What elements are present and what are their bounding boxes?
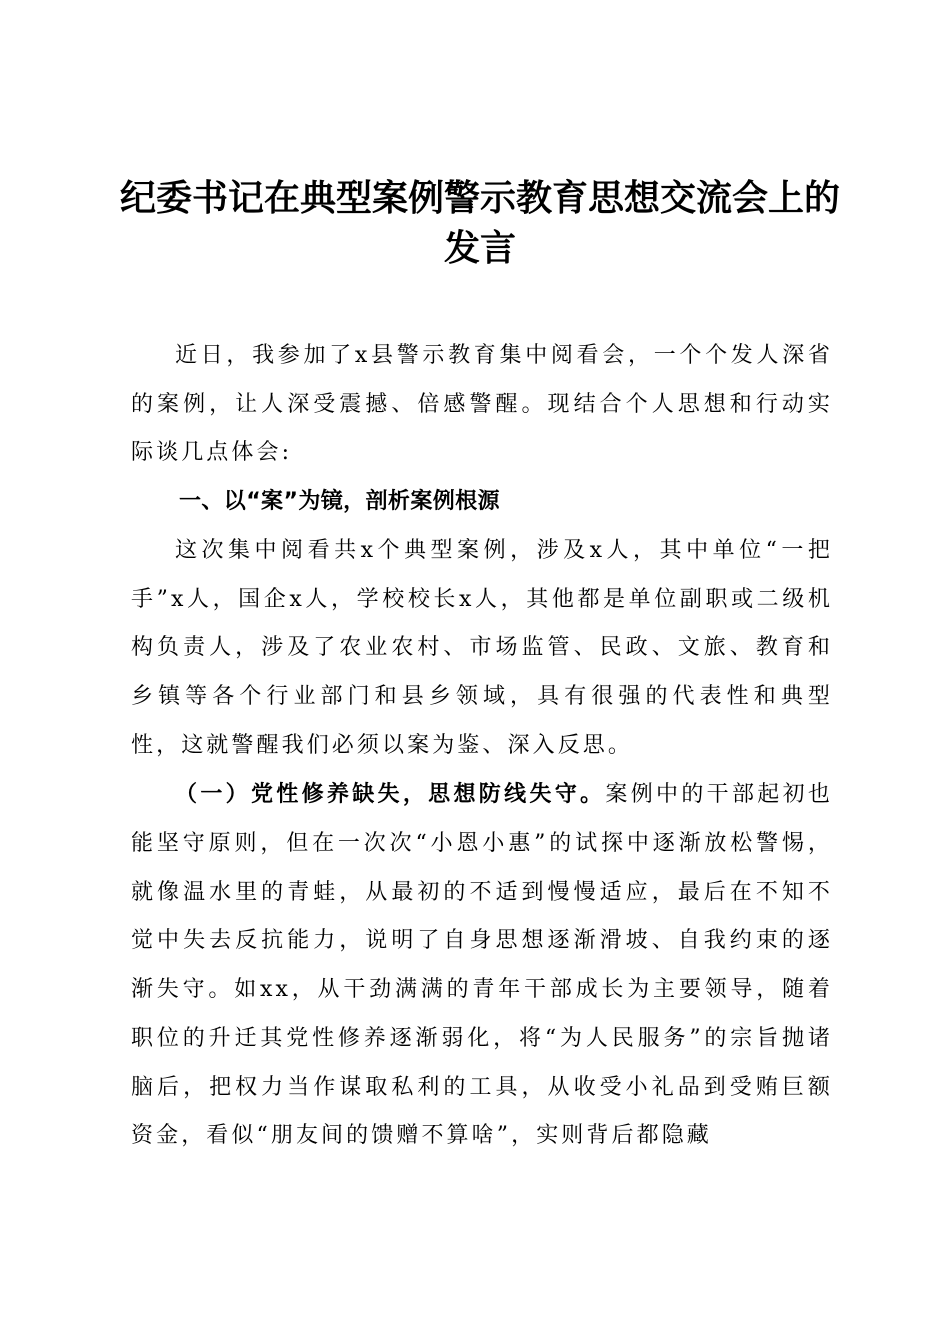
document-body	[129, 332, 833, 1161]
intro-paragraph: 近日，我参加了x县警示教育集中阅看会，一个个发人深省的案例，让人深受震撼、倍感警醒。现结合个人思想和行动实际谈几点体会:	[131, 343, 833, 466]
subsection-1-paragraph	[129, 770, 833, 1161]
subsection-1-lead: （一）党性修养缺失，思想防线失守。	[175, 781, 606, 808]
subsection-1-text: 案例中的干部起初也能坚守原则，但在一次次“小恩小惠”的试探中逐渐放松警惕，就像温水里的青蛙，从最初的不适到慢慢适应，最后在不知不觉中失去反抗能力，说明了自身思想逐渐滑坡、自我约束的逐渐失守。如xx，从干劲满满的青年干部成长为主要领导，随着职位的升迁其党性修养逐渐弱化，将“为人民服务”的宗旨抛诸脑后，把权力当作谋取私利的工具，从收受小礼品到受贿巨额资金，看似“朋友间的馈赠不算啥”，实则背后都隐藏	[131, 782, 834, 1149]
section-1-paragraph: 这次集中阅看共x个典型案例，涉及x人，其中单位“一把手”x人，国企x人，学校校长x人，其他都是单位副职或二级机构负责人，涉及了农业农村、市场监管、民政、文旅、教育和乡镇等各个行业部门和县乡领域，具有很强的代表性和典型性，这就警醒我们必须以案为鉴、深入反思。	[131, 537, 833, 758]
document-title	[110, 173, 850, 273]
section-heading-1: 一、以“案”为镜，剖析案例根源	[179, 489, 500, 515]
title-line-2: 发言	[443, 227, 516, 269]
title-line-1: 纪委书记在典型案例警示教育思想交流会上的	[119, 177, 840, 219]
